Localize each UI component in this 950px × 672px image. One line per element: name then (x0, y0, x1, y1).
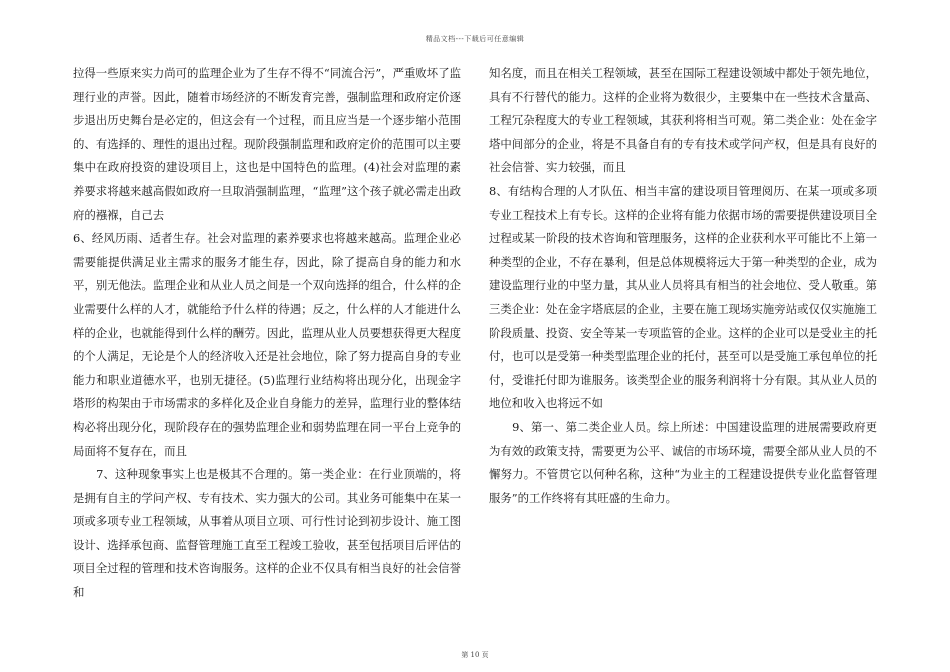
paragraph: 拉得一些原来实力尚可的监理企业为了生存不得不“同流合污”，严重败坏了监理行业的声誉。因此，随着市场经济的不断发育完善，强制监理和政府定价逐步退出历史舞台是必定的，但这会有一个过程，而且应当是一个逐步缩小范围的、有选择的、理性的退出过程。现阶段强制监理和政府定价的范围可以主要集中在政府投资的建设项目上，这也是中国特色的监理。(4)社会对监理的素养要求将越来越高假如政府一旦取消强制监理，“监理”这个孩子就必需走出政府的襁褓，自己去 (73, 66, 461, 222)
paragraph: 7、这种现象事实上也是极其不合理的。第一类企业：在行业顶端的，将是拥有自主的学问产权、专有技术、实力强大的公司。其业务可能集中在某一项或多项专业工程领域，从事着从项目立项、可行性讨论到初步设计、施工图设计、选择承包商、监督管理施工直至工程竣工验收，甚至包括项目后评估的项目全过程的管理和技术咨询服务。这样的企业不仅具有相当良好的社会信誉和 (73, 467, 461, 600)
right-column (489, 62, 877, 510)
paragraph: 8、有结构合理的人才队伍、相当丰富的建设项目管理阅历、在某一项或多项专业工程技术上有专长。这样的企业将有能力依据市场的需要提供建设项目全过程或某一阶段的技术咨询和管理服务，这样的企业获利水平可能比不上第一种类型的企业，不存在暴利，但是总体规模将远大于第一种类型的企业，成为建设监理行业的中坚力量，其从业人员将具有相当的社会地位、受人敬重。第三类企业：处在金字塔底层的企业，主要在施工现场实施旁站或仅仅实施施工阶段质量、投资、安全等某一专项监管的企业。这样的企业可以是受业主的托付，也可以是受第一种类型监理企业的托付，甚至可以是受施工承包单位的托付，受谁托付即为谁服务。该类型企业的服务利润将十分有限。其从业人员的地位和收入也将远不如 (489, 183, 877, 411)
paragraph: 9、第一、第二类企业人员。综上所述：中国建设监理的进展需要政府更为有效的政策支持，需要更为公平、诚信的市场环境，需要全部从业人员的不懈努力。不管贯它以何种名称，这种“为业主的工程建设提供专业化监督管理服务”的工作终将有其旺盛的生命力。 (489, 419, 877, 505)
paragraph: 6、经风历雨、适者生存。社会对监理的素养要求也将越来越高。监理企业必需要能提供满足业主需求的服务才能生存，因此，除了提高自身的能力和水平，别无他法。监理企业和从业人员之间是一个双向选择的组合，什么样的企业需要什么样的人才，就能给予什么样的待遇；反之，什么样的人才能进什么样的企业，也就能得到什么样的酬劳。因此，监理从业人员要想获得更大程度的个人满足，无论是个人的经济收入还是社会地位，除了努力提高自身的专业能力和职业道德水平，也别无捷径。(5)监理行业结构将出现分化，出现金字塔形的构架由于市场需求的多样化及企业自身能力的差异，监理行业的整体结构必将出现分化，现阶段存在的强势监理企业和弱势监理在同一平台上竞争的局面将不复存在，而且 (73, 231, 461, 458)
page-number: 第 10 页 (461, 651, 489, 659)
paragraph: 知名度，而且在相关工程领域，甚至在国际工程建设领域中都处于领先地位，具有不行替代的能力。这样的企业将为数很少，主要集中在一些技术含量高、工程冗杂程度大的专业工程领域，其获利将相当可观。第二类企业：处在金字塔中间部分的企业，将是不具备自有的专有技术或学问产权，但是具有良好的社会信誉、实力较强，而且 (489, 66, 877, 175)
page-header: 精品文档---下载后可任意编辑 (425, 35, 525, 43)
left-column (73, 62, 461, 605)
